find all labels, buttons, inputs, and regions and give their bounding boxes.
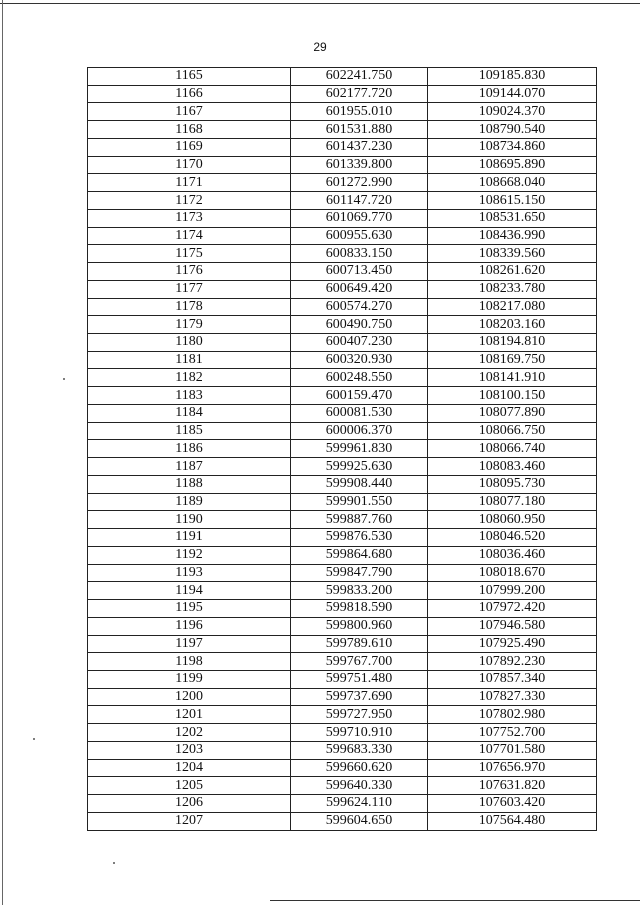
point-number-cell: 1203 [88,741,291,759]
table-row [88,812,597,830]
x-coordinate-cell: 600574.270 [291,298,428,316]
table-row [88,635,597,653]
table-row [88,564,597,582]
table-row [88,245,597,263]
x-coordinate-cell: 601069.770 [291,209,428,227]
point-number-cell: 1178 [88,298,291,316]
point-number-cell: 1165 [88,68,291,86]
point-number-cell: 1206 [88,795,291,813]
y-coordinate-cell: 108077.180 [428,493,597,511]
y-coordinate-cell: 107946.580 [428,617,597,635]
table-row [88,795,597,813]
y-coordinate-cell: 108066.740 [428,440,597,458]
table-row [88,440,597,458]
point-number-cell: 1186 [88,440,291,458]
table-row [88,121,597,139]
point-number-cell: 1198 [88,653,291,671]
x-coordinate-cell: 599604.650 [291,812,428,830]
point-number-cell: 1193 [88,564,291,582]
y-coordinate-cell: 108531.650 [428,209,597,227]
x-coordinate-cell: 599767.700 [291,653,428,671]
y-coordinate-cell: 108615.150 [428,192,597,210]
x-coordinate-cell: 601437.230 [291,138,428,156]
x-coordinate-cell: 600407.230 [291,334,428,352]
x-coordinate-cell: 599901.550 [291,493,428,511]
y-coordinate-cell: 108066.750 [428,422,597,440]
table-row [88,422,597,440]
table-row [88,156,597,174]
x-coordinate-cell: 599789.610 [291,635,428,653]
table-row [88,511,597,529]
x-coordinate-cell: 599887.760 [291,511,428,529]
point-number-cell: 1179 [88,316,291,334]
point-number-cell: 1200 [88,688,291,706]
x-coordinate-cell: 599833.200 [291,582,428,600]
y-coordinate-cell: 108060.950 [428,511,597,529]
point-number-cell: 1196 [88,617,291,635]
table-row [88,174,597,192]
page-number: 29 [313,40,327,54]
table-row [88,351,597,369]
y-coordinate-cell: 107603.420 [428,795,597,813]
table-row [88,529,597,547]
table-row [88,706,597,724]
coordinates-table [87,67,597,831]
point-number-cell: 1184 [88,404,291,422]
scan-edge-top [0,3,640,4]
x-coordinate-cell: 600955.630 [291,227,428,245]
point-number-cell: 1174 [88,227,291,245]
y-coordinate-cell: 108436.990 [428,227,597,245]
table-row [88,546,597,564]
point-number-cell: 1204 [88,759,291,777]
y-coordinate-cell: 107892.230 [428,653,597,671]
x-coordinate-cell: 600649.420 [291,280,428,298]
table-row [88,759,597,777]
table-row [88,68,597,86]
table-row [88,741,597,759]
y-coordinate-cell: 108083.460 [428,458,597,476]
point-number-cell: 1190 [88,511,291,529]
table-row [88,387,597,405]
x-coordinate-cell: 599710.910 [291,724,428,742]
y-coordinate-cell: 108261.620 [428,263,597,281]
point-number-cell: 1171 [88,174,291,192]
x-coordinate-cell: 599908.440 [291,475,428,493]
y-coordinate-cell: 108203.160 [428,316,597,334]
x-coordinate-cell: 600320.930 [291,351,428,369]
y-coordinate-cell: 108077.890 [428,404,597,422]
x-coordinate-cell: 599864.680 [291,546,428,564]
y-coordinate-cell: 109144.070 [428,85,597,103]
y-coordinate-cell: 108194.810 [428,334,597,352]
x-coordinate-cell: 599660.620 [291,759,428,777]
table-row [88,600,597,618]
table-row [88,404,597,422]
y-coordinate-cell: 108141.910 [428,369,597,387]
point-number-cell: 1173 [88,209,291,227]
y-coordinate-cell: 108790.540 [428,121,597,139]
y-coordinate-cell: 108695.890 [428,156,597,174]
point-number-cell: 1194 [88,582,291,600]
x-coordinate-cell: 601955.010 [291,103,428,121]
y-coordinate-cell: 107802.980 [428,706,597,724]
x-coordinate-cell: 599925.630 [291,458,428,476]
x-coordinate-cell: 601147.720 [291,192,428,210]
point-number-cell: 1182 [88,369,291,387]
y-coordinate-cell: 108169.750 [428,351,597,369]
scan-speck [33,738,35,740]
point-number-cell: 1172 [88,192,291,210]
point-number-cell: 1192 [88,546,291,564]
point-number-cell: 1189 [88,493,291,511]
table-row [88,670,597,688]
x-coordinate-cell: 601531.880 [291,121,428,139]
y-coordinate-cell: 107656.970 [428,759,597,777]
x-coordinate-cell: 599624.110 [291,795,428,813]
scan-edge-left [2,0,3,905]
y-coordinate-cell: 107999.200 [428,582,597,600]
y-coordinate-cell: 109024.370 [428,103,597,121]
point-number-cell: 1197 [88,635,291,653]
y-coordinate-cell: 107752.700 [428,724,597,742]
y-coordinate-cell: 108217.080 [428,298,597,316]
y-coordinate-cell: 109185.830 [428,68,597,86]
table-row [88,617,597,635]
table-row [88,227,597,245]
point-number-cell: 1168 [88,121,291,139]
table-row [88,316,597,334]
table-row [88,334,597,352]
x-coordinate-cell: 600248.550 [291,369,428,387]
point-number-cell: 1191 [88,529,291,547]
x-coordinate-cell: 599683.330 [291,741,428,759]
table-row [88,493,597,511]
x-coordinate-cell: 600713.450 [291,263,428,281]
x-coordinate-cell: 601272.990 [291,174,428,192]
x-coordinate-cell: 599818.590 [291,600,428,618]
table-row [88,369,597,387]
point-number-cell: 1177 [88,280,291,298]
table-row [88,777,597,795]
point-number-cell: 1195 [88,600,291,618]
x-coordinate-cell: 599847.790 [291,564,428,582]
table-row [88,263,597,281]
table-row [88,724,597,742]
table-row [88,298,597,316]
y-coordinate-cell: 107701.580 [428,741,597,759]
point-number-cell: 1201 [88,706,291,724]
x-coordinate-cell: 601339.800 [291,156,428,174]
x-coordinate-cell: 600833.150 [291,245,428,263]
y-coordinate-cell: 107857.340 [428,670,597,688]
point-number-cell: 1167 [88,103,291,121]
point-number-cell: 1170 [88,156,291,174]
x-coordinate-cell: 599876.530 [291,529,428,547]
point-number-cell: 1187 [88,458,291,476]
point-number-cell: 1180 [88,334,291,352]
y-coordinate-cell: 107925.490 [428,635,597,653]
point-number-cell: 1207 [88,812,291,830]
table-row [88,475,597,493]
table-row [88,209,597,227]
scan-speck [113,862,115,864]
x-coordinate-cell: 602241.750 [291,68,428,86]
table-row [88,653,597,671]
table-row [88,192,597,210]
point-number-cell: 1169 [88,138,291,156]
table-row [88,280,597,298]
x-coordinate-cell: 600006.370 [291,422,428,440]
y-coordinate-cell: 108668.040 [428,174,597,192]
y-coordinate-cell: 108046.520 [428,529,597,547]
x-coordinate-cell: 599737.690 [291,688,428,706]
x-coordinate-cell: 599961.830 [291,440,428,458]
y-coordinate-cell: 108233.780 [428,280,597,298]
x-coordinate-cell: 599800.960 [291,617,428,635]
point-number-cell: 1183 [88,387,291,405]
table-row [88,458,597,476]
point-number-cell: 1188 [88,475,291,493]
x-coordinate-cell: 600490.750 [291,316,428,334]
scan-speck [63,378,65,380]
scan-edge-bottom [270,900,640,901]
point-number-cell: 1175 [88,245,291,263]
y-coordinate-cell: 108100.150 [428,387,597,405]
point-number-cell: 1202 [88,724,291,742]
y-coordinate-cell: 107564.480 [428,812,597,830]
x-coordinate-cell: 599751.480 [291,670,428,688]
y-coordinate-cell: 108036.460 [428,546,597,564]
table-row [88,103,597,121]
x-coordinate-cell: 599727.950 [291,706,428,724]
table-row [88,85,597,103]
point-number-cell: 1205 [88,777,291,795]
coordinates-table-body [88,68,597,831]
table-row [88,582,597,600]
y-coordinate-cell: 108734.860 [428,138,597,156]
x-coordinate-cell: 602177.720 [291,85,428,103]
point-number-cell: 1185 [88,422,291,440]
y-coordinate-cell: 108095.730 [428,475,597,493]
x-coordinate-cell: 600159.470 [291,387,428,405]
point-number-cell: 1176 [88,263,291,281]
y-coordinate-cell: 108018.670 [428,564,597,582]
x-coordinate-cell: 599640.330 [291,777,428,795]
table-row [88,138,597,156]
y-coordinate-cell: 107631.820 [428,777,597,795]
y-coordinate-cell: 107827.330 [428,688,597,706]
point-number-cell: 1181 [88,351,291,369]
point-number-cell: 1199 [88,670,291,688]
x-coordinate-cell: 600081.530 [291,404,428,422]
y-coordinate-cell: 107972.420 [428,600,597,618]
point-number-cell: 1166 [88,85,291,103]
y-coordinate-cell: 108339.560 [428,245,597,263]
table-row [88,688,597,706]
